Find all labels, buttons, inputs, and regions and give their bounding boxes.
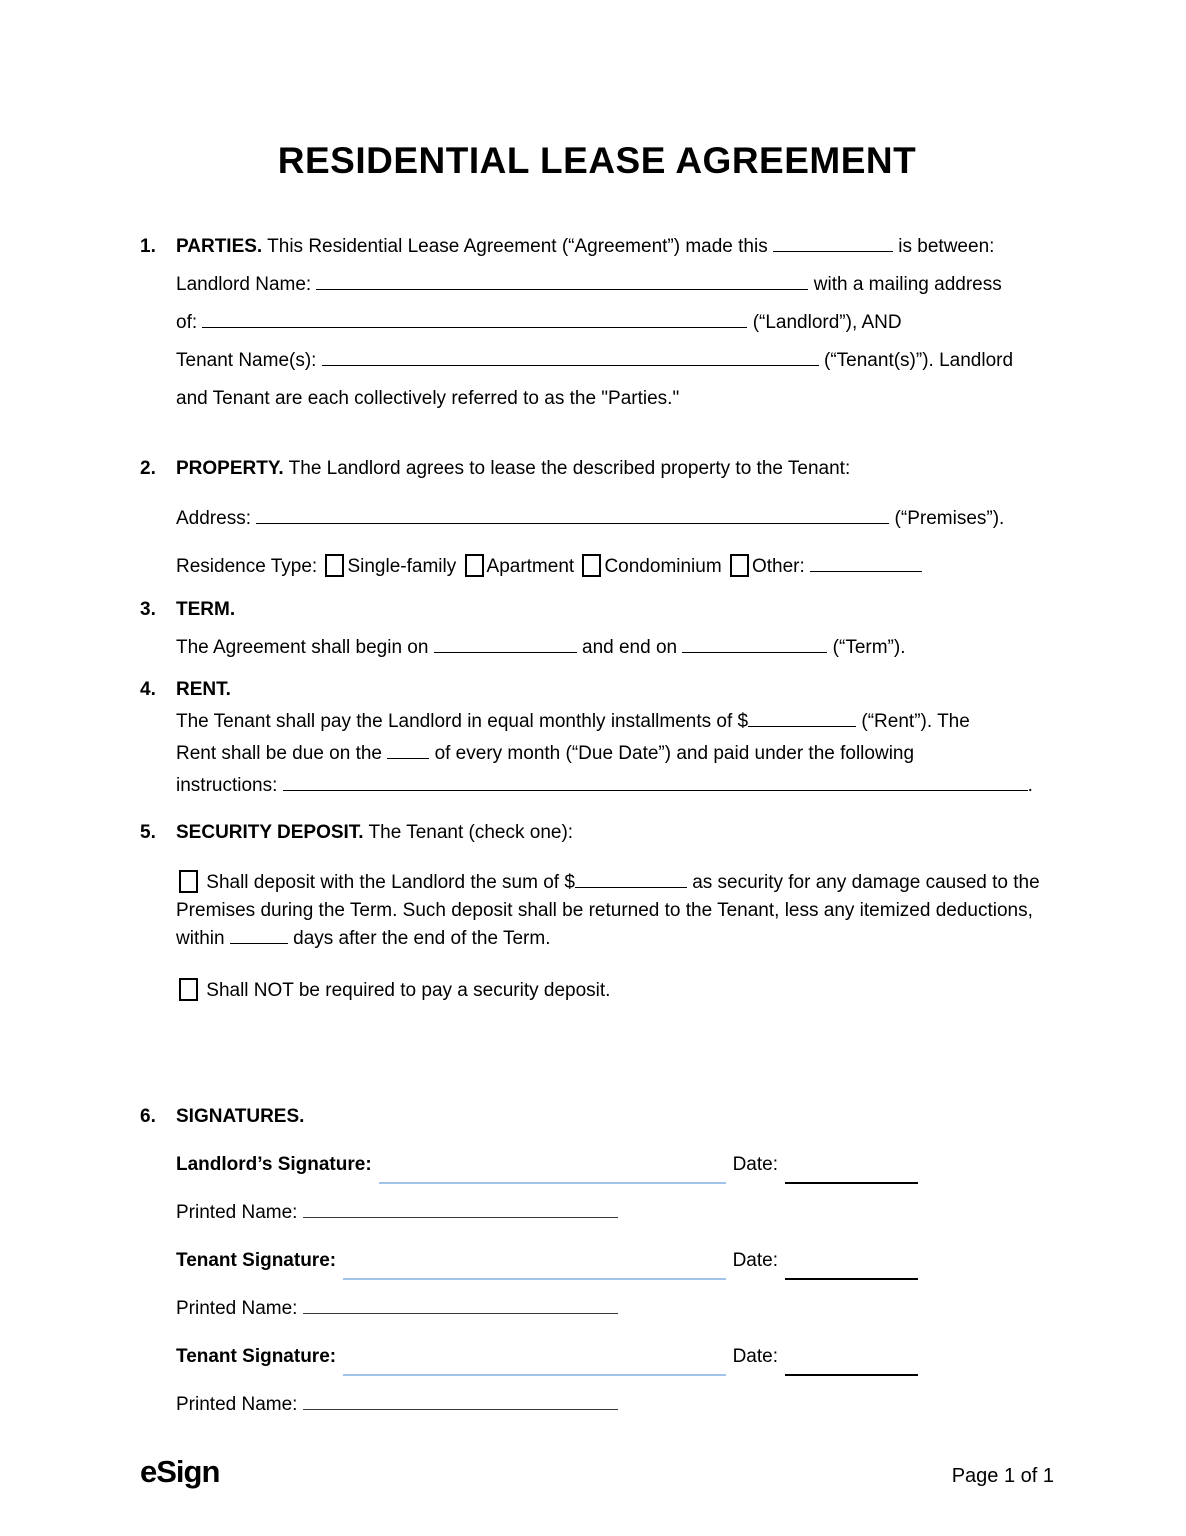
deposit-intro: The Tenant (check one): — [368, 822, 574, 843]
rent-text-3b: . — [1027, 775, 1033, 796]
deposit-return-days-blank[interactable] — [230, 942, 288, 944]
rent-heading-line — [176, 674, 1054, 706]
apartment-checkbox[interactable] — [465, 554, 484, 577]
rent-line-1 — [176, 706, 1054, 738]
parties-line-5: and Tenant are each collectively referred to as the "Parties." — [176, 388, 680, 409]
landlord-date-label: Date: — [732, 1154, 778, 1175]
deposit-text-1b: as security for any damage caused to the Premises during the Term. Such deposit shall be returned to the Tenant, less any itemized deductions, within — [176, 872, 1040, 949]
landlord-name-blank[interactable] — [316, 288, 808, 290]
tenant1-date-line[interactable] — [785, 1264, 918, 1280]
section-property — [140, 450, 1054, 586]
landlord-printed-name-line[interactable] — [303, 1216, 618, 1218]
tenant2-signature-line[interactable] — [343, 1360, 725, 1376]
deposit-text-1c: days after the end of the Term. — [293, 928, 551, 949]
other-residence-blank[interactable] — [810, 570, 922, 572]
deposit-heading-line — [176, 814, 1054, 852]
deposit-text-2: Shall NOT be required to pay a security deposit. — [206, 980, 611, 1001]
tenant-names-blank[interactable] — [322, 364, 819, 366]
tenant-names-label: Tenant Name(s): — [176, 350, 317, 371]
page-number: Page 1 of 1 — [951, 1465, 1054, 1487]
landlord-signature-line[interactable] — [379, 1168, 726, 1184]
tenant2-date-line[interactable] — [785, 1360, 918, 1376]
tenant1-signature-line[interactable] — [343, 1264, 725, 1280]
single-family-checkbox[interactable] — [325, 554, 344, 577]
landlord-date-line[interactable] — [785, 1168, 918, 1184]
page-footer — [140, 1454, 1054, 1490]
single-family-label: Single-family — [347, 556, 457, 577]
premises-suffix: (“Premises”). — [894, 508, 1005, 529]
section-security-deposit — [140, 814, 1054, 1005]
landlord-printed-name-row — [176, 1194, 1054, 1232]
esign-logo: eSign — [140, 1454, 220, 1489]
rent-text-2b: of every month (“Due Date”) and paid under the following — [434, 743, 915, 764]
payment-instructions-blank[interactable] — [283, 789, 1028, 791]
section-number-deposit: 5. — [140, 822, 156, 843]
tenant2-printed-name-line[interactable] — [303, 1408, 618, 1410]
tenant1-signature-row — [176, 1242, 918, 1280]
instructions-label: instructions: — [176, 775, 278, 796]
residence-type-label: Residence Type: — [176, 556, 318, 577]
term-heading: TERM. — [176, 599, 236, 620]
landlord-printed-name-label: Printed Name: — [176, 1202, 298, 1223]
deposit-required-checkbox[interactable] — [179, 870, 198, 893]
landlord-signature-label: Landlord’s Signature: — [176, 1154, 372, 1175]
tenant1-signature-label: Tenant Signature: — [176, 1250, 337, 1271]
term-end-date-blank[interactable] — [682, 651, 827, 653]
section-number-rent: 4. — [140, 679, 156, 700]
landlord-address-blank[interactable] — [202, 326, 747, 328]
property-heading-line — [176, 450, 1054, 488]
deposit-text-1a: Shall deposit with the Landlord the sum of $ — [206, 872, 575, 893]
section-term — [140, 591, 1054, 667]
rent-heading: RENT. — [176, 679, 231, 700]
parties-line-4 — [176, 342, 1054, 380]
parties-heading: PARTIES. — [176, 236, 263, 257]
deposit-option-2 — [176, 977, 1054, 1005]
tenant1-printed-name-line[interactable] — [303, 1312, 618, 1314]
section-number-parties: 1. — [140, 236, 156, 257]
rent-text-1a: The Tenant shall pay the Landlord in equal monthly installments of $ — [176, 711, 749, 732]
no-deposit-checkbox[interactable] — [179, 978, 198, 1001]
rent-text-1b: (“Rent”). The — [861, 711, 970, 732]
tenant2-date-label: Date: — [732, 1346, 778, 1367]
section-number-property: 2. — [140, 458, 156, 479]
parties-line-3 — [176, 304, 1054, 342]
tenant2-signature-row — [176, 1338, 918, 1376]
other-checkbox[interactable] — [730, 554, 749, 577]
parties-text-2b: with a mailing address — [813, 274, 1002, 295]
tenant2-signature-label: Tenant Signature: — [176, 1346, 337, 1367]
term-text-c: (“Term”). — [832, 637, 906, 658]
tenant1-date-label: Date: — [732, 1250, 778, 1271]
parties-text-3b: (“Landlord”), AND — [752, 312, 902, 333]
parties-text-1a: This Residential Lease Agreement (“Agreement”) made this — [267, 236, 768, 257]
rent-line-2 — [176, 738, 1054, 770]
property-intro: The Landlord agrees to lease the described property to the Tenant: — [288, 458, 851, 479]
residence-type-line — [176, 548, 1054, 586]
section-rent — [140, 674, 1054, 802]
term-heading-line — [176, 591, 1054, 629]
apartment-label: Apartment — [486, 556, 575, 577]
property-address-line — [176, 500, 1054, 538]
parties-text-4b: (“Tenant(s)”). Landlord — [824, 350, 1014, 371]
section-number-term: 3. — [140, 599, 156, 620]
landlord-name-label: Landlord Name: — [176, 274, 312, 295]
tenant1-printed-name-row — [176, 1290, 1054, 1328]
signatures-heading: SIGNATURES. — [176, 1106, 305, 1127]
section-number-signatures: 6. — [140, 1106, 156, 1127]
other-label: Other: — [751, 556, 805, 577]
deposit-option-1 — [176, 869, 1054, 953]
rent-text-2a: Rent shall be due on the — [176, 743, 382, 764]
document-title: RESIDENTIAL LEASE AGREEMENT — [277, 140, 917, 181]
condominium-label: Condominium — [604, 556, 722, 577]
section-parties — [140, 228, 1054, 418]
parties-line-1 — [176, 228, 1054, 266]
landlord-address-label: of: — [176, 312, 198, 333]
parties-line-2 — [176, 266, 1054, 304]
tenant2-printed-name-label: Printed Name: — [176, 1394, 298, 1415]
term-start-date-blank[interactable] — [434, 651, 577, 653]
deposit-heading: SECURITY DEPOSIT. — [176, 822, 364, 843]
tenant1-printed-name-label: Printed Name: — [176, 1298, 298, 1319]
tenant2-printed-name-row — [176, 1386, 1054, 1424]
deposit-amount-blank[interactable] — [575, 886, 687, 888]
agreement-date-blank[interactable] — [773, 250, 893, 252]
term-line — [176, 629, 1054, 667]
term-text-a: The Agreement shall begin on — [176, 637, 429, 658]
term-text-b: and end on — [582, 637, 678, 658]
signatures-heading-line — [176, 1098, 1054, 1136]
rent-line-3 — [176, 770, 1054, 802]
condominium-checkbox[interactable] — [582, 554, 601, 577]
premises-address-blank[interactable] — [256, 522, 889, 524]
section-signatures — [140, 1098, 1054, 1424]
parties-text-1b: is between: — [898, 236, 995, 257]
rent-amount-blank[interactable] — [748, 725, 856, 727]
landlord-signature-row — [176, 1146, 918, 1184]
property-heading: PROPERTY. — [176, 458, 284, 479]
rent-due-day-blank[interactable] — [387, 757, 429, 759]
address-label: Address: — [176, 508, 251, 529]
